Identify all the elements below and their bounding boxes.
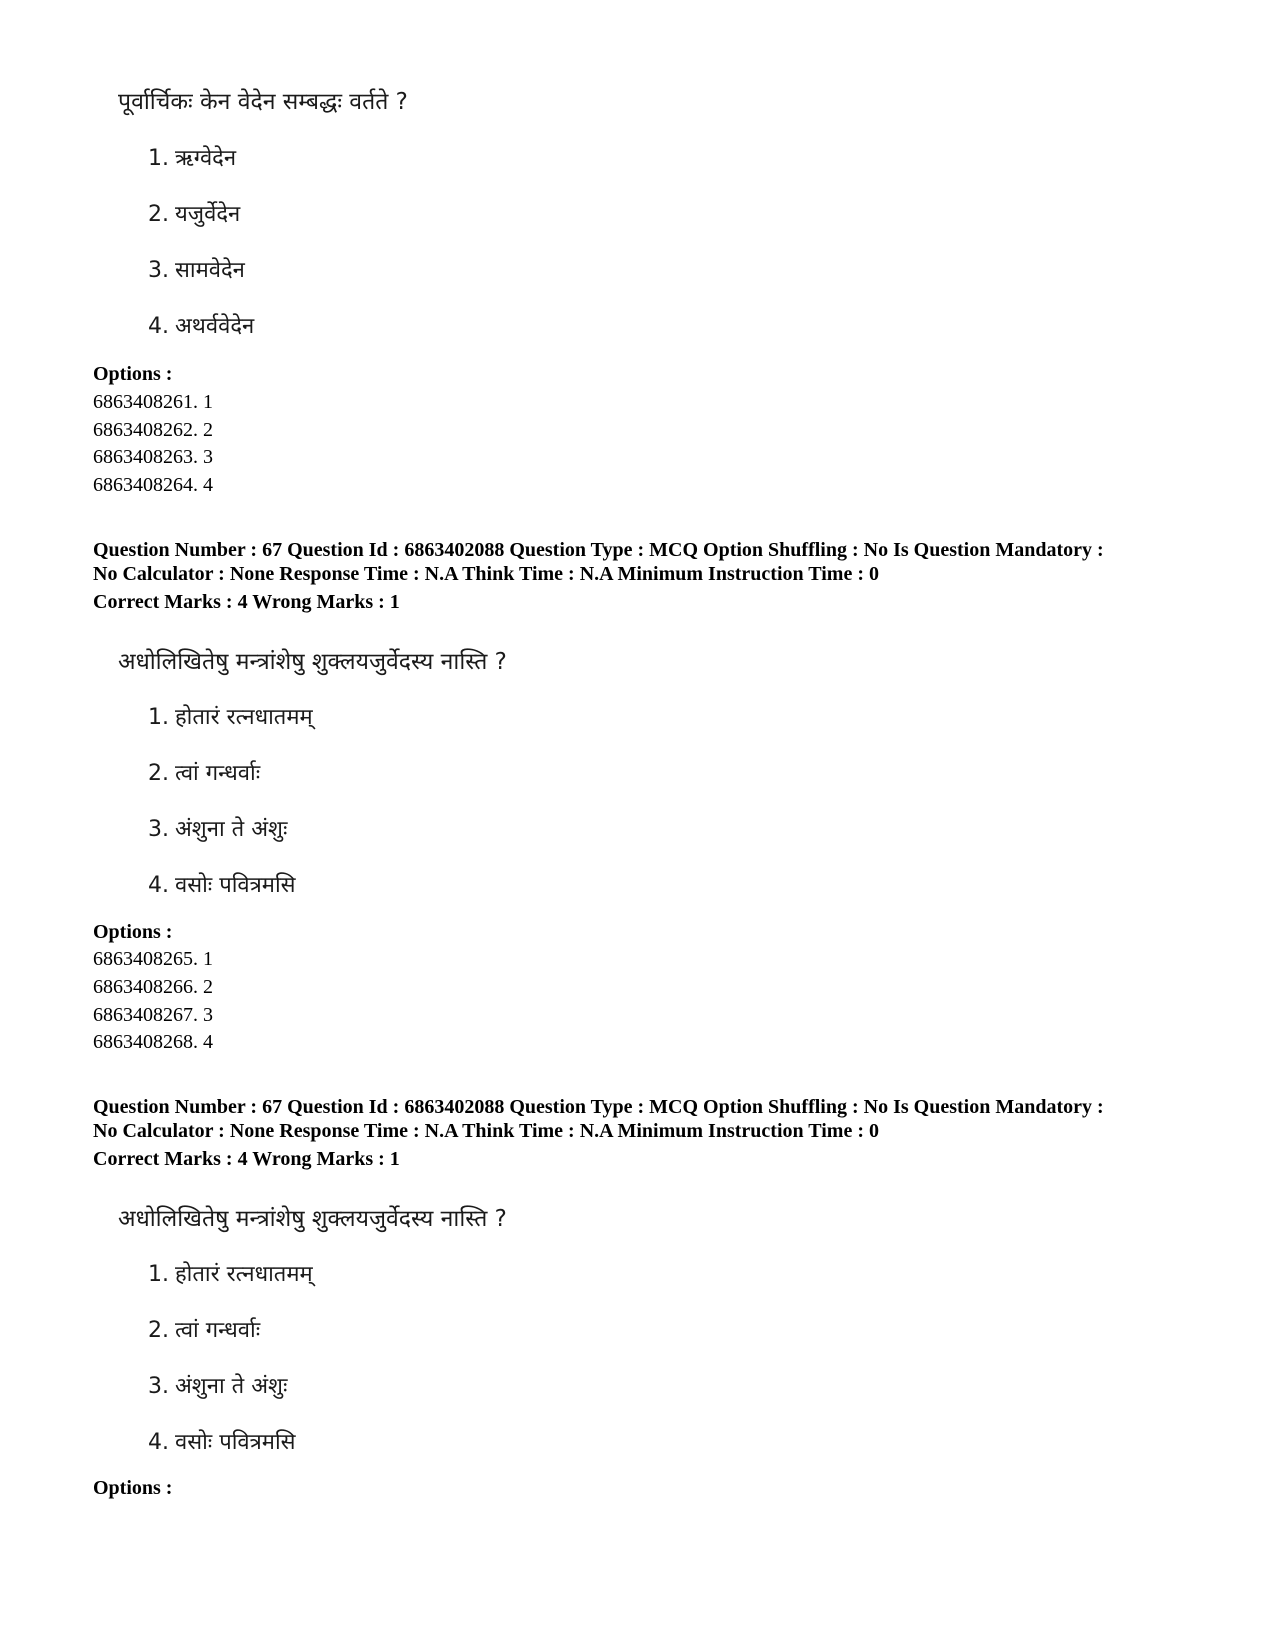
choice-item: [148, 142, 236, 172]
choice-number: 2.: [148, 1318, 169, 1343]
choice-text: त्वां गन्धर्वाः: [175, 761, 261, 786]
question-meta-line: No Calculator : None Response Time : N.A Think Time : N.A Minimum Instruction Time : 0: [93, 563, 879, 585]
choice-number: 4.: [148, 1430, 169, 1455]
choice-item: [148, 813, 287, 843]
marks-line: Correct Marks : 4 Wrong Marks : 1: [93, 591, 400, 613]
options-label: Options :: [93, 1477, 173, 1499]
choice-item: [148, 701, 313, 731]
question-text: अधोलिखितेषु मन्त्रांशेषु शुक्लयजुर्वेदस्य नास्ति ?: [118, 649, 507, 675]
question-text: अधोलिखितेषु मन्त्रांशेषु शुक्लयजुर्वेदस्य नास्ति ?: [118, 1206, 507, 1232]
choice-number: 1.: [148, 705, 169, 730]
option-id-line: 6863408266. 2: [93, 976, 213, 998]
choice-item: [148, 1426, 296, 1456]
choice-text: वसोः पवित्रमसि: [175, 873, 296, 898]
choice-text: वसोः पवित्रमसि: [175, 1430, 296, 1455]
choice-item: [148, 254, 245, 284]
choice-item: [148, 310, 254, 340]
choice-text: अंशुना ते अंशुः: [175, 1374, 288, 1399]
choice-number: 1.: [148, 1262, 169, 1287]
option-id-line: 6863408261. 1: [93, 391, 213, 413]
option-id-line: 6863408267. 3: [93, 1004, 213, 1026]
choice-text: सामवेदेन: [175, 258, 245, 283]
question-meta-line: Question Number : 67 Question Id : 6863402088 Question Type : MCQ Option Shuffling : No Is Question Mandatory :: [93, 539, 1104, 561]
choice-text: यजुर्वेदेन: [175, 202, 241, 227]
choice-number: 2.: [148, 761, 169, 786]
choice-text: त्वां गन्धर्वाः: [175, 1318, 261, 1343]
choice-item: [148, 1258, 313, 1288]
marks-line: Correct Marks : 4 Wrong Marks : 1: [93, 1148, 400, 1170]
options-label: Options :: [93, 363, 173, 385]
choice-text: अथर्ववेदेन: [175, 314, 255, 339]
options-label: Options :: [93, 921, 173, 943]
choice-number: 4.: [148, 314, 169, 339]
choice-number: 4.: [148, 873, 169, 898]
choice-item: [148, 869, 296, 899]
option-id-line: 6863408263. 3: [93, 446, 213, 468]
choice-number: 1.: [148, 146, 169, 171]
choice-number: 3.: [148, 258, 169, 283]
question-meta-line: No Calculator : None Response Time : N.A Think Time : N.A Minimum Instruction Time : 0: [93, 1120, 879, 1142]
choice-item: [148, 1370, 287, 1400]
choice-number: 3.: [148, 1374, 169, 1399]
choice-text: होतारं रत्नधातमम्: [175, 1262, 313, 1287]
option-id-line: 6863408268. 4: [93, 1031, 213, 1053]
question-meta-line: Question Number : 67 Question Id : 6863402088 Question Type : MCQ Option Shuffling : No Is Question Mandatory :: [93, 1096, 1104, 1118]
option-id-line: 6863408265. 1: [93, 948, 213, 970]
choice-item: [148, 198, 240, 228]
option-id-line: 6863408264. 4: [93, 474, 213, 496]
choice-item: [148, 757, 260, 787]
choice-number: 3.: [148, 817, 169, 842]
choice-number: 2.: [148, 202, 169, 227]
choice-text: ऋग्वेदेन: [175, 146, 237, 171]
question-text: पूर्वार्चिकः केन वेदेन सम्बद्धः वर्तते ?: [118, 89, 408, 115]
choice-text: होतारं रत्नधातमम्: [175, 705, 313, 730]
choice-item: [148, 1314, 260, 1344]
option-id-line: 6863408262. 2: [93, 419, 213, 441]
choice-text: अंशुना ते अंशुः: [175, 817, 288, 842]
